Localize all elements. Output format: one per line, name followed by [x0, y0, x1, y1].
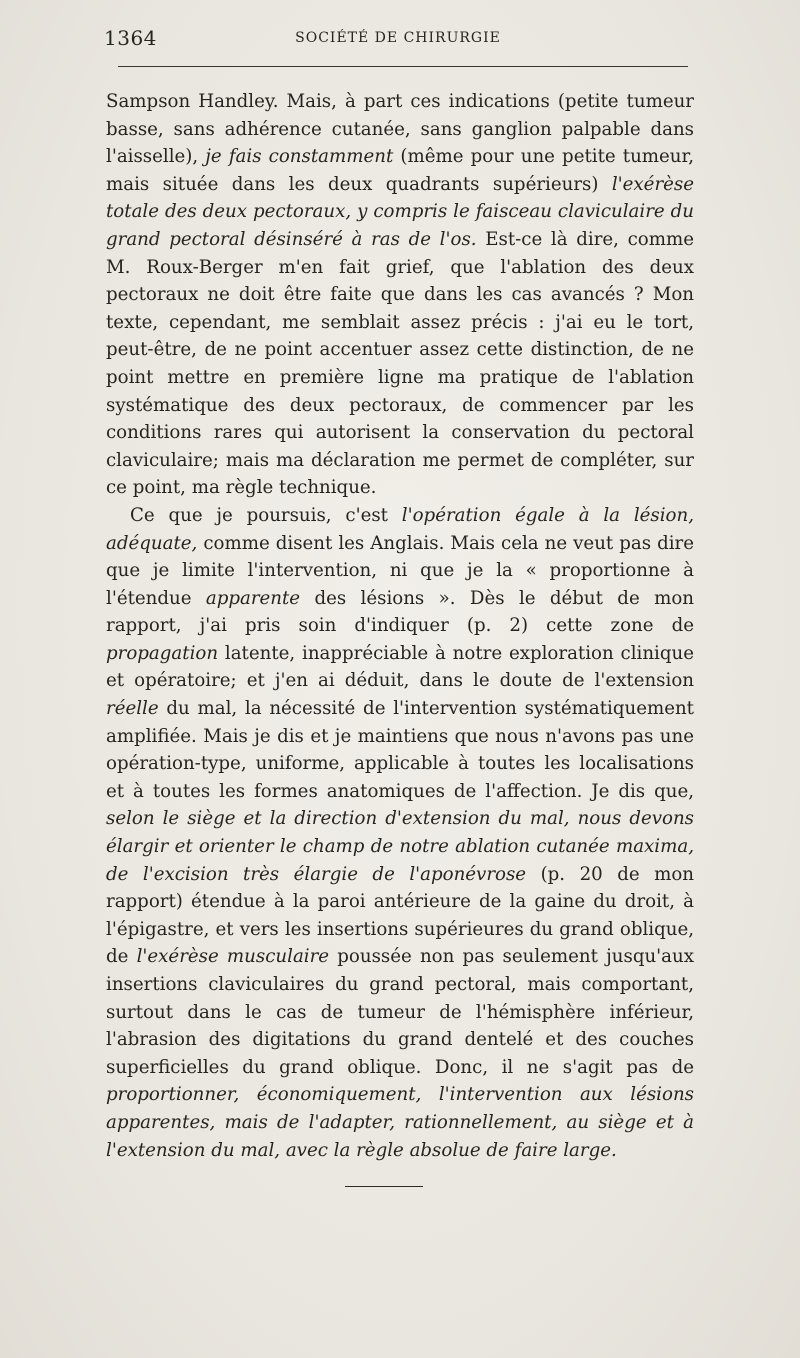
section-end-rule — [345, 1186, 423, 1187]
paragraph-1 — [106, 88, 694, 502]
italic-segment: apparente — [205, 587, 301, 609]
paragraph-2 — [106, 502, 694, 1164]
body-text — [106, 88, 694, 1164]
italic-segment: selon le siège et la direction d'extension du mal, nous devons élargir et orienter le champ de notre ablation cutanée maxima, de l'excision très élargie de l'aponévrose — [106, 808, 694, 885]
italic-segment: l'exérèse totale des deux pectoraux, y compris le faisceau claviculaire du grand pectoral désinséré à ras de l'os. — [106, 173, 694, 250]
text-segment: Ce que je poursuis, c'est — [130, 504, 402, 526]
running-title: SOCIÉTÉ DE CHIRURGIE — [295, 30, 501, 46]
text-segment: poussée non pas seulement jusqu'aux insertions claviculaires du grand pectoral, mais comportant, surtout dans le cas de tumeur de l'hémisphère inférieur, l'abrasion des digitations du grand dentelé et des couches superficielles du grand oblique. Donc, il ne s'agit pas de — [106, 946, 694, 1078]
page-header — [104, 26, 692, 52]
text-segment: comme disent les Anglais. Mais cela ne veut pas dire que je limite l'intervention, ni que je la « proportionne à l'étendue — [106, 532, 694, 609]
italic-segment: l'opération égale à la lésion, adéquate, — [106, 504, 694, 554]
text-segment: (même pour une petite tumeur, mais située dans les deux quadrants supérieurs) — [106, 146, 694, 195]
italic-segment: réelle — [106, 698, 159, 720]
italic-segment: l'exérèse musculaire — [136, 946, 330, 968]
italic-segment: proportionner, économiquement, l'intervention aux lésions apparentes, mais de l'adapter, rationnellement, au siège et à l'extension du mal, avec la règle absolue de faire large. — [106, 1084, 694, 1161]
text-segment: des lésions ». Dès le début de mon rapport, j'ai pris soin d'indiquer (p. 2) cette zone de — [106, 587, 694, 637]
header-rule — [118, 66, 688, 67]
text-segment: Est-ce là dire, comme M. Roux-Berger m'en fait grief, que l'ablation des deux pectoraux ne doit être faite que dans les cas avancés ? Mon texte, cependant, me semblait assez précis : j'ai eu le tort, peut-être, de ne point accentuer assez cette distinction, de ne point mettre en première ligne ma pratique de l'ablation systématique des deux pectoraux, de commencer par les conditions rares qui autorisent la conservation du pectoral claviculaire; mais ma déclaration me permet de compléter, sur ce point, ma règle technique. — [106, 228, 694, 499]
text-segment: latente, inappréciable à notre exploration clinique et opératoire; et j'en ai déduit, dans le doute de l'extension — [106, 642, 694, 692]
text-segment: Sampson Handley. Mais, à part ces indications (petite tumeur basse, sans adhérence cutanée, sans ganglion palpable dans l'aisselle), — [106, 91, 694, 168]
text-segment: (p. 20 de mon rapport) étendue à la paroi antérieure de la gaine du droit, à l'épigastre, et vers les insertions supérieures du grand oblique, de — [106, 863, 694, 968]
italic-segment: je fais constamment — [205, 146, 394, 168]
italic-segment: propagation — [106, 642, 219, 664]
page-number: 1364 — [104, 26, 157, 50]
text-segment: du mal, la nécessité de l'intervention systématiquement amplifiée. Mais je dis et je maintiens que nous n'avons pas une opération-type, uniforme, applicable à toutes les localisations et à toutes les formes anatomiques de l'affection. Je dis que, — [106, 698, 694, 802]
